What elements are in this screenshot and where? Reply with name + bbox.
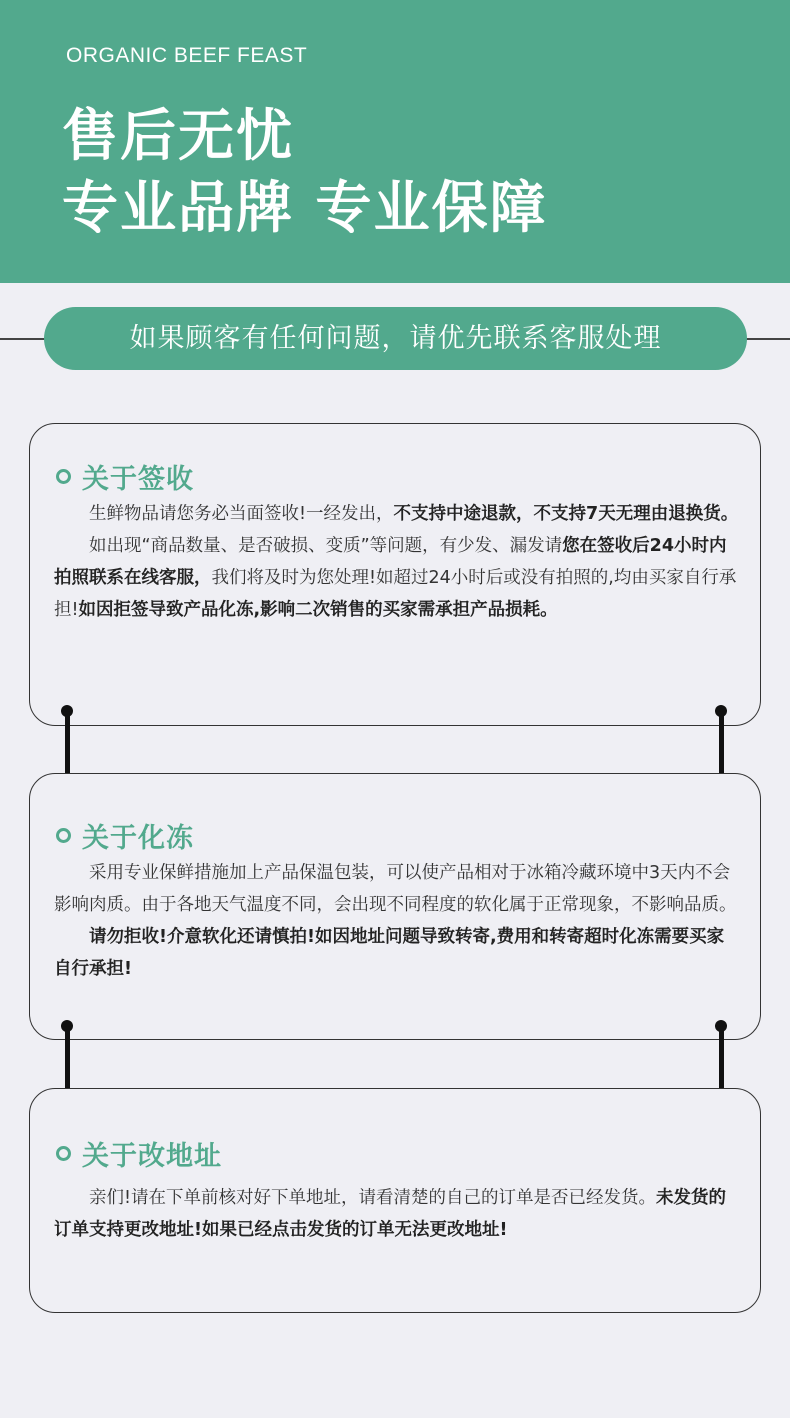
card-title: 关于改地址: [82, 1141, 222, 1172]
emphasized-text: 如因拒签导致产品化冻,影响二次销售的买家需承担产品损耗。: [78, 600, 558, 620]
headline-primary: 售后无忧: [62, 104, 294, 169]
body-text: 采用专业保鲜措施加上产品保温包装，可以使产品相对于冰箱冷藏环境中3天内不会影响肉质。由于各地天气温度不同，会出现不同程度的软化属于正常现象，不影响品质。: [54, 863, 737, 915]
card-address-change: [29, 1088, 761, 1313]
circle-bullet-icon: [56, 828, 71, 843]
card-paragraph: [54, 498, 740, 530]
emphasized-text: 不支持中途退款，不支持7天无理由退换货。: [393, 504, 739, 524]
card-body: [54, 498, 740, 626]
card-body: [54, 857, 740, 985]
header-banner: [0, 0, 790, 283]
card-title: 关于签收: [82, 464, 194, 495]
emphasized-text: 请勿拒收!介意软化还请慎拍!如因地址问题导致转寄,费用和转寄超时化冻需要买家自行承担!: [54, 927, 725, 979]
body-text: 我们将及时为您处理!如超过24小时后或没有拍照的,均由买家自行承担!: [54, 568, 737, 620]
contact-service-banner: 如果顾客有任何问题，请优先联系客服处理: [44, 307, 747, 370]
card-title: 关于化冻: [82, 823, 194, 854]
body-text: 如出现“商品数量、是否破损、变质”等问题，有少发、漏发请: [89, 536, 563, 556]
circle-bullet-icon: [56, 469, 71, 484]
emphasized-text: 您在签收后24小时内拍照联系在线客服，: [54, 536, 727, 588]
emphasized-text: 未发货的订单支持更改地址!如果已经点击发货的订单无法更改地址!: [54, 1188, 727, 1240]
card-title-row: [56, 1134, 222, 1173]
circle-bullet-icon: [56, 1146, 71, 1161]
card-thawing: [29, 773, 761, 1040]
divider-right: [742, 338, 790, 340]
card-paragraph: [54, 921, 740, 985]
card-paragraph: [54, 857, 740, 921]
body-text: 亲们!请在下单前核对好下单地址，请看清楚的自己的订单是否已经发货。: [89, 1188, 657, 1208]
card-paragraph: [54, 530, 740, 626]
brand-name: ORGANIC BEEF FEAST: [66, 44, 308, 67]
card-body: [54, 1182, 740, 1246]
card-title-row: [56, 816, 194, 855]
card-title-row: [56, 457, 194, 496]
card-paragraph: [54, 1182, 740, 1246]
body-text: 生鲜物品请您务必当面签收!一经发出，: [89, 504, 394, 524]
headline-secondary: 专业品牌 专业保障: [62, 176, 548, 241]
card-signing: [29, 423, 761, 726]
divider-left: [0, 338, 50, 340]
